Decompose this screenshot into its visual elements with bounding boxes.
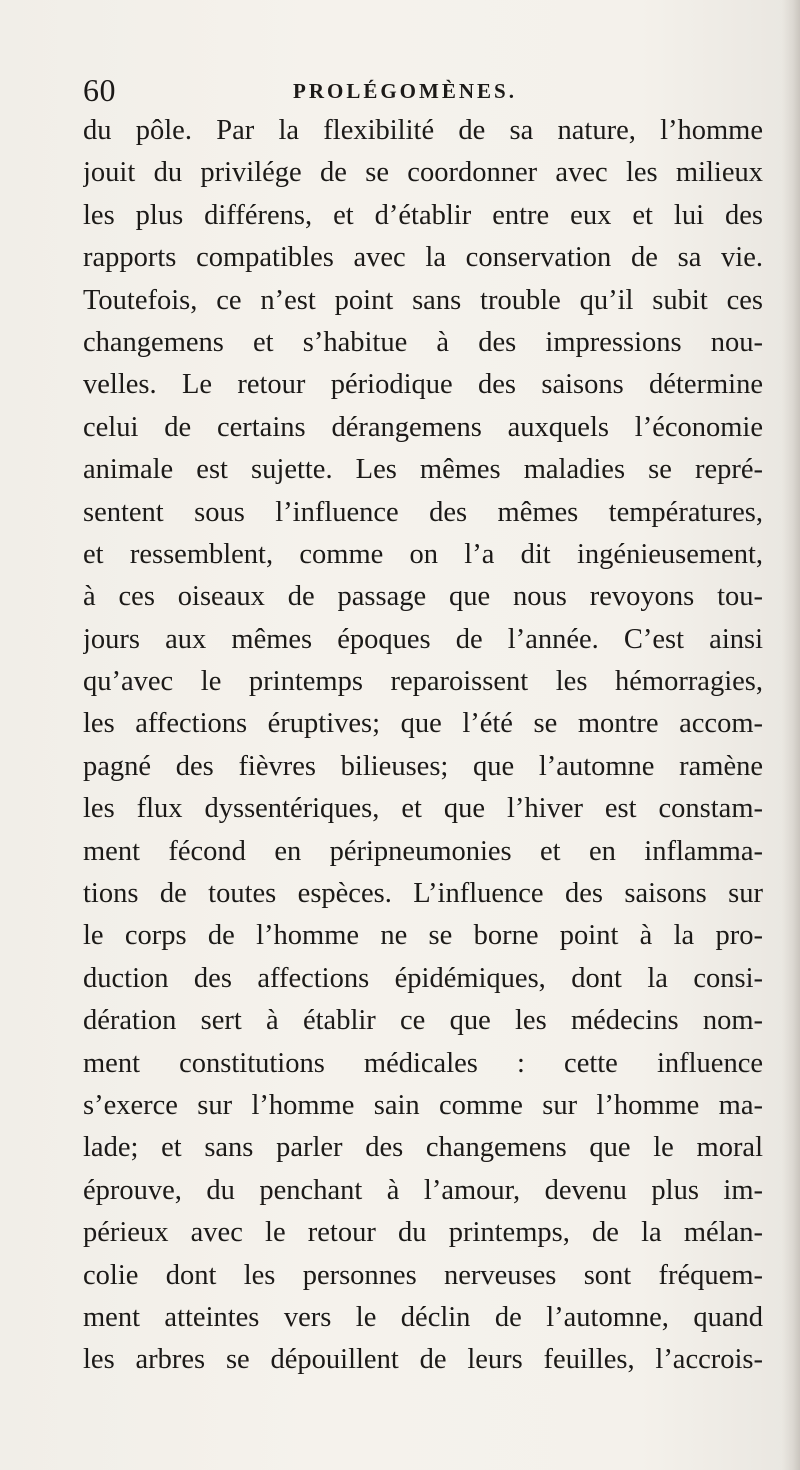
text-line: celui de certains dérangemens auxquels l’économie — [83, 411, 763, 443]
text-line: pagné des fièvres bilieuses; que l’automne ramène — [83, 750, 763, 782]
text-line: s’exerce sur l’homme sain comme sur l’homme ma- — [83, 1089, 763, 1121]
text-line: et ressemblent, comme on l’a dit ingénieusement, — [83, 538, 763, 570]
page-header — [83, 70, 763, 110]
text-line: ment fécond en péripneumonies et en inflamma- — [83, 835, 763, 867]
text-line: du pôle. Par la flexibilité de sa nature, l’homme — [83, 115, 763, 146]
text-line: sentent sous l’influence des mêmes températures, — [83, 496, 763, 528]
body-text — [83, 110, 763, 1382]
text-line: les affections éruptives; que l’été se montre accom- — [83, 708, 763, 740]
text-line: dération sert à établir ce que les médecins nom- — [83, 1005, 763, 1037]
text-line: colie dont les personnes nerveuses sont fréquem- — [83, 1259, 763, 1291]
text-line: duction des affections épidémiques, dont la consi- — [83, 962, 763, 994]
text-line: périeux avec le retour du printemps, de la mélan- — [83, 1217, 763, 1249]
text-line: Toutefois, ce n’est point sans trouble qu’il subit ces — [83, 284, 763, 316]
text-line: éprouve, du penchant à l’amour, devenu plus im- — [83, 1174, 763, 1206]
page-number: 60 — [83, 72, 116, 108]
text-line: lade; et sans parler des changemens que le moral — [83, 1132, 763, 1164]
text-line: tions de toutes espèces. L’influence des saisons sur — [83, 878, 763, 910]
text-line: animale est sujette. Les mêmes maladies se repré- — [83, 454, 763, 486]
text-line: ment atteintes vers le déclin de l’automne, quand — [83, 1301, 763, 1333]
text-line: changemens et s’habitue à des impressions nou- — [83, 326, 763, 358]
text-line: velles. Le retour périodique des saisons détermine — [83, 369, 763, 401]
text-line: qu’avec le printemps reparoissent les hémorragies, — [83, 666, 763, 698]
text-line: rapports compatibles avec la conservation de sa vie. — [83, 242, 763, 274]
text-line: jouit du privilége de se coordonner avec les milieux — [83, 157, 763, 189]
text-line: les plus différens, et d’établir entre eux et lui des — [83, 199, 763, 231]
text-line: à ces oiseaux de passage que nous revoyons tou- — [83, 581, 763, 613]
text-line: jours aux mêmes époques de l’année. C’est ainsi — [83, 623, 763, 655]
page-edge-shadow — [782, 0, 800, 1470]
text-line: le corps de l’homme ne se borne point à la pro- — [83, 920, 763, 952]
text-line: les arbres se dépouillent de leurs feuilles, l’accrois- — [83, 1344, 763, 1376]
text-line: ment constitutions médicales : cette influence — [83, 1047, 763, 1079]
text-line: les flux dyssentériques, et que l’hiver est constam- — [83, 793, 763, 825]
running-head: PROLÉGOMÈNES. — [293, 79, 517, 103]
